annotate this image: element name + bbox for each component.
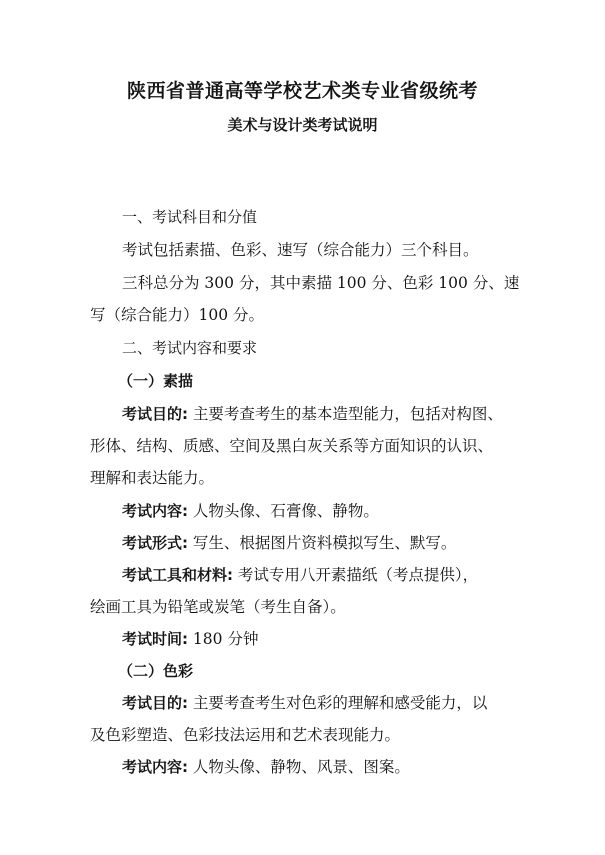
sketch-purpose-line-2: 形体、结构、质感、空间及黑白灰关系等方面知识的认识、 (90, 437, 494, 455)
color-purpose-text: 主要考查考生对色彩的理解和感受能力，以 (188, 694, 488, 712)
document-title: 陕西省普通高等学校艺术类专业省级统考 (126, 80, 478, 102)
sketch-form-label: 考试形式: (122, 534, 188, 552)
sketch-time-text: 180 分钟 (188, 630, 259, 648)
section-2-heading: 二、考试内容和要求 (122, 339, 258, 357)
document-subtitle: 美术与设计类考试说明 (227, 116, 378, 134)
sketch-tools-label: 考试工具和材料: (122, 566, 233, 584)
color-content-label: 考试内容: (122, 758, 188, 776)
sketch-purpose-label: 考试目的: (122, 405, 188, 423)
color-purpose-line-2: 及色彩塑造、色彩技法运用和艺术表现能力。 (90, 726, 401, 744)
subsection-color-heading: （二）色彩 (118, 662, 194, 680)
sketch-purpose-line-3: 理解和表达能力。 (90, 469, 215, 487)
sketch-purpose-text: 主要考查考生的基本造型能力，包括对构图、 (188, 405, 503, 423)
sketch-content-label: 考试内容: (122, 502, 188, 520)
color-content-text: 人物头像、静物、风景、图案。 (188, 758, 410, 776)
sketch-content-text: 人物头像、石膏像、静物。 (188, 502, 379, 520)
paragraph-scores-line-2: 写（综合能力）100 分。 (90, 306, 265, 324)
sketch-tools-line-1 (122, 565, 478, 585)
sketch-time-line (122, 629, 258, 649)
paragraph-scores-line-1: 三科总分为 300 分，其中素描 100 分、色彩 100 分、速 (122, 274, 520, 292)
sketch-form-line (122, 533, 456, 553)
sketch-content-line (122, 501, 379, 521)
sketch-form-text: 写生、根据图片资料模拟写生、默写。 (188, 534, 457, 552)
sketch-tools-text: 考试专用八开素描纸（考点提供）， (233, 566, 479, 584)
sketch-time-label: 考试时间: (122, 630, 188, 648)
sketch-tools-line-2: 绘画工具为铅笔或炭笔（考生自备）。 (90, 598, 346, 616)
color-content-line (122, 757, 410, 777)
sketch-purpose-line-1 (122, 404, 503, 424)
paragraph-subjects: 考试包括素描、色彩、速写（综合能力）三个科目。 (122, 241, 479, 259)
color-purpose-label: 考试目的: (122, 694, 188, 712)
section-1-heading: 一、考试科目和分值 (122, 208, 258, 226)
subsection-sketch-heading: （一）素描 (118, 372, 194, 390)
color-purpose-line-1 (122, 693, 487, 713)
